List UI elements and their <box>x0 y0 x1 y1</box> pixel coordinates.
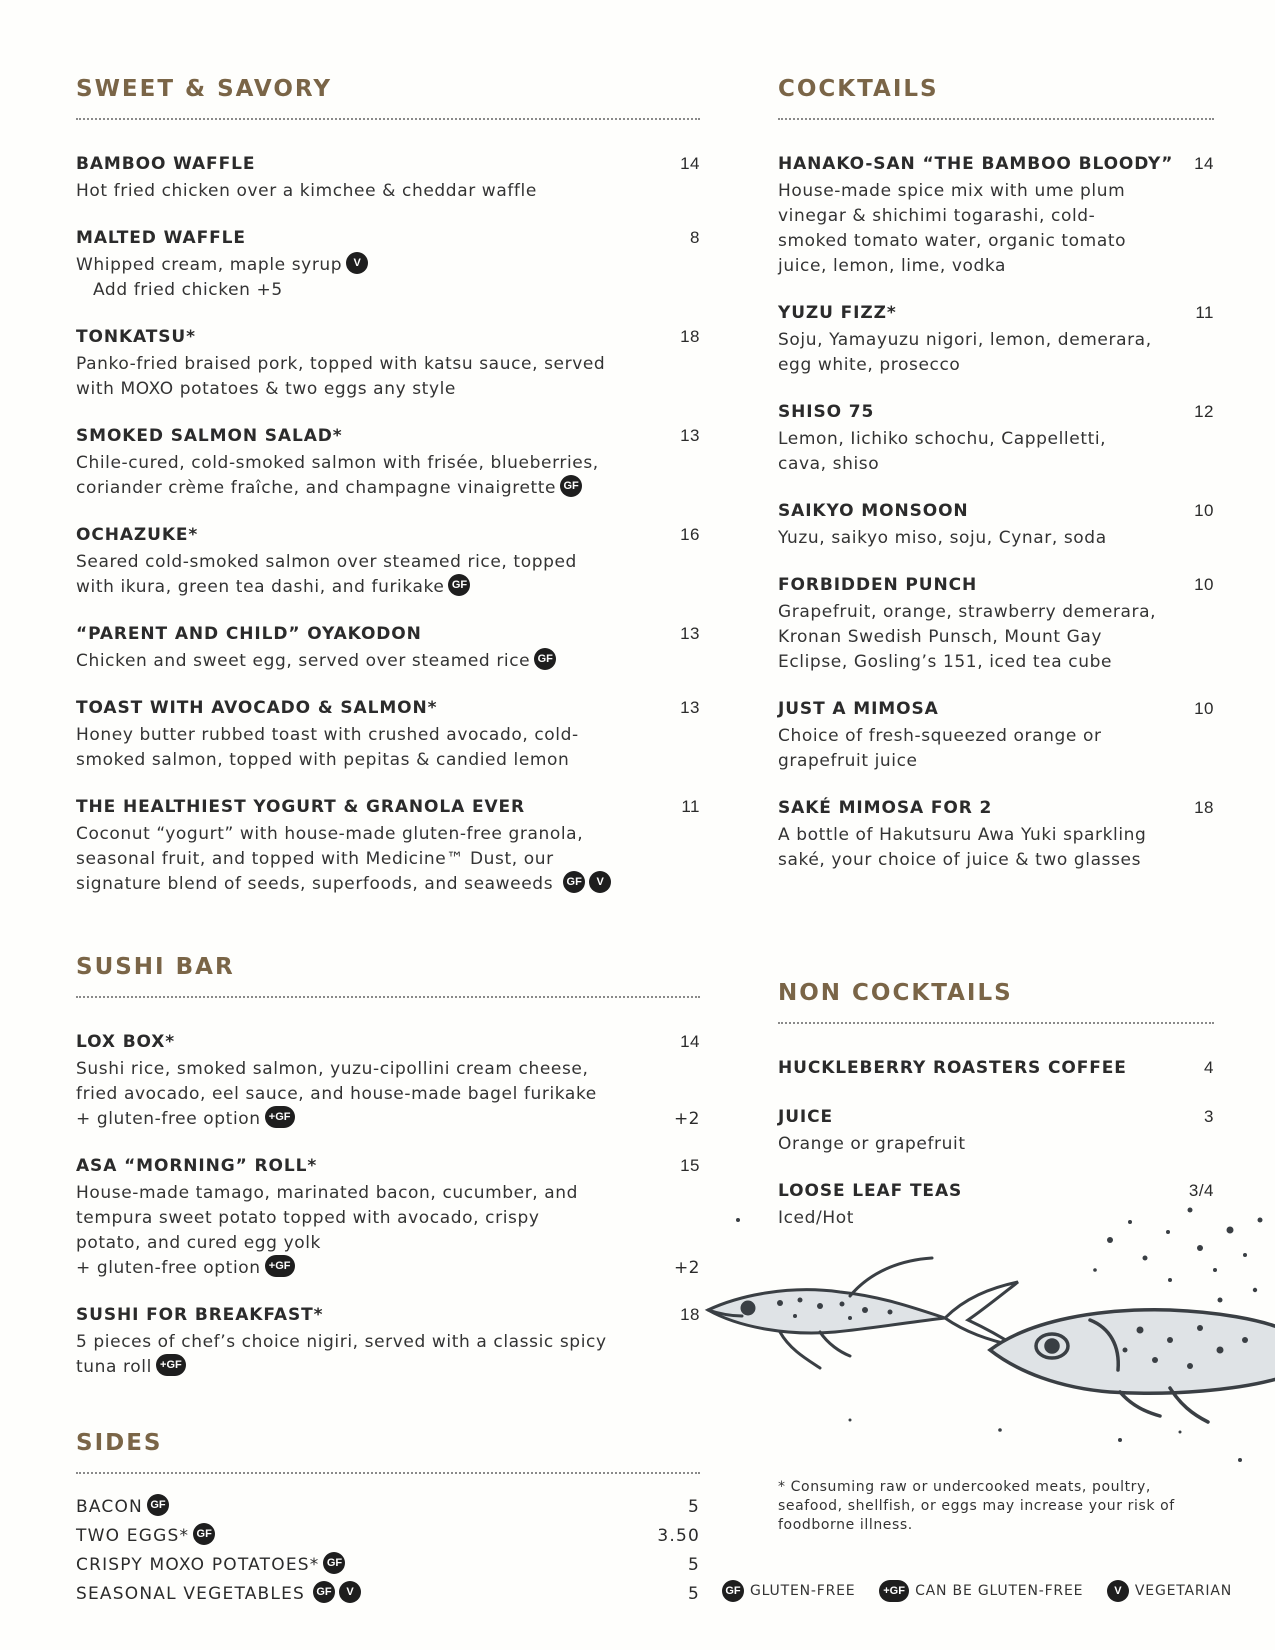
item-description: Soju, Yamayuzu nigori, lemon, demerara, <box>778 330 1152 350</box>
side-item <box>76 1492 700 1521</box>
item-name: SHISO 75 <box>778 402 875 422</box>
item-price: 16 <box>680 525 700 544</box>
menu-item <box>76 797 700 897</box>
menu-item <box>778 1107 1214 1157</box>
item-description: potato, and cured egg yolk <box>76 1233 322 1253</box>
menu-item <box>76 154 700 204</box>
legend-can-be-gluten-free <box>879 1580 1083 1602</box>
item-description: House-made tamago, marinated bacon, cucumber, and <box>76 1183 579 1203</box>
item-description: saké, your choice of juice & two glasses <box>778 850 1142 870</box>
item-description: Eclipse, Gosling’s 151, iced tea cube <box>778 652 1113 672</box>
menu-item <box>778 303 1214 378</box>
item-name: FORBIDDEN PUNCH <box>778 575 978 595</box>
section-sushi-bar <box>76 954 700 1404</box>
item-description: Choice of fresh-squeezed orange or <box>778 726 1102 746</box>
item-price: 14 <box>680 154 700 173</box>
item-description: Seared cold-smoked salmon over steamed rice, topped <box>76 552 577 572</box>
item-description: Grapefruit, orange, strawberry demerara, <box>778 602 1157 622</box>
item-name: CRISPY MOXO POTATOES* <box>76 1554 320 1575</box>
can-be-gluten-free-badge: +GF <box>265 1106 295 1128</box>
option-price: +2 <box>673 1258 700 1278</box>
dotted-divider <box>76 118 700 120</box>
item-name: YUZU FIZZ* <box>778 303 897 323</box>
item-description: with MOXO potatoes & two eggs any style <box>76 379 456 399</box>
item-name: “PARENT AND CHILD” OYAKODON <box>76 624 422 644</box>
legend-label: VEGETARIAN <box>1134 1583 1232 1599</box>
item-description: Sushi rice, smoked salmon, yuzu-cipollini cream cheese, <box>76 1059 589 1079</box>
item-price: 3 <box>1204 1107 1214 1126</box>
item-name: SAIKYO MONSOON <box>778 501 969 521</box>
dotted-divider <box>778 1022 1214 1024</box>
section-title: SIDES <box>76 1430 163 1456</box>
menu-item <box>778 575 1214 675</box>
fish-illustration <box>700 1200 1275 1500</box>
item-description: vinegar & shichimi togarashi, cold- <box>778 206 1096 226</box>
item-price: 15 <box>680 1156 700 1175</box>
gluten-free-option: + gluten-free option <box>76 1258 261 1278</box>
item-price: 10 <box>1194 699 1214 718</box>
section-sides <box>76 1430 700 1608</box>
item-name: SAKÉ MIMOSA FOR 2 <box>778 798 993 818</box>
item-description: Kronan Swedish Punsch, Mount Gay <box>778 627 1103 647</box>
vegetarian-badge: V <box>346 252 368 274</box>
item-price: 14 <box>680 1032 700 1051</box>
vegetarian-badge: V <box>339 1581 361 1603</box>
menu-item <box>76 624 700 674</box>
item-price: 14 <box>1194 154 1214 173</box>
item-name: TWO EGGS* <box>76 1525 190 1546</box>
side-item <box>76 1521 700 1550</box>
item-description: seasonal fruit, and topped with Medicine™ Dust, our <box>76 849 554 869</box>
item-description: fried avocado, eel sauce, and house-made bagel furikake <box>76 1084 597 1104</box>
item-description: coriander crème fraîche, and champagne vinaigrette <box>76 478 557 498</box>
item-name: ASA “MORNING” ROLL* <box>76 1156 318 1176</box>
menu-item <box>778 1058 1214 1083</box>
item-description: Yuzu, saikyo miso, soju, Cynar, soda <box>778 528 1107 548</box>
item-name: SEASONAL VEGETABLES <box>76 1583 305 1604</box>
badge-legend <box>722 1580 1232 1602</box>
item-name: SMOKED SALMON SALAD* <box>76 426 343 446</box>
item-name: BAMBOO WAFFLE <box>76 154 256 174</box>
legend-label: CAN BE GLUTEN-FREE <box>915 1583 1084 1599</box>
item-description: Honey butter rubbed toast with crushed avocado, cold- <box>76 725 579 745</box>
item-price: 10 <box>1194 575 1214 594</box>
gluten-free-badge: GF <box>563 871 585 893</box>
item-price: 13 <box>680 426 700 445</box>
item-description: signature blend of seeds, superfoods, and seaweeds <box>76 874 554 894</box>
section-title: SUSHI BAR <box>76 954 235 980</box>
item-name: TOAST WITH AVOCADO & SALMON* <box>76 698 438 718</box>
item-name: SUSHI FOR BREAKFAST* <box>76 1305 324 1325</box>
vegetarian-badge: V <box>589 871 611 893</box>
gluten-free-badge: GF <box>560 475 582 497</box>
item-name: TONKATSU* <box>76 327 196 347</box>
fish-right-icon <box>990 1310 1275 1422</box>
item-description: 5 pieces of chef’s choice nigiri, served with a classic spicy <box>76 1332 607 1352</box>
section-title: SWEET & SAVORY <box>76 76 332 102</box>
item-name: BACON <box>76 1496 143 1517</box>
item-name: JUST A MIMOSA <box>778 699 939 719</box>
item-description: A bottle of Hakutsuru Awa Yuki sparkling <box>778 825 1147 845</box>
item-description: Chicken and sweet egg, served over steamed rice <box>76 651 531 671</box>
item-description: Coconut “yogurt” with house-made gluten-free granola, <box>76 824 584 844</box>
menu-item <box>76 1156 700 1281</box>
menu-item <box>778 501 1214 551</box>
fish-left-icon <box>708 1258 1018 1368</box>
dotted-divider <box>778 118 1214 120</box>
can-be-gluten-free-badge: +GF <box>265 1255 295 1277</box>
item-description: Iced/Hot <box>778 1208 854 1228</box>
item-description: House-made spice mix with ume plum <box>778 181 1126 201</box>
menu-item <box>778 154 1214 279</box>
gluten-free-badge: GF <box>722 1580 744 1602</box>
menu-item <box>778 798 1214 873</box>
item-price: 5 <box>687 1583 700 1604</box>
side-item <box>76 1550 700 1579</box>
item-price: 4 <box>1204 1058 1214 1077</box>
item-price: 3/4 <box>1188 1181 1214 1200</box>
dotted-divider <box>76 996 700 998</box>
vegetarian-badge: V <box>1107 1580 1129 1602</box>
item-description: juice, lemon, lime, vodka <box>778 256 1007 276</box>
legend-vegetarian <box>1107 1580 1232 1602</box>
dotted-divider <box>76 1472 700 1474</box>
legend-label: GLUTEN-FREE <box>750 1583 856 1599</box>
menu-item <box>76 525 700 600</box>
item-description: Orange or grapefruit <box>778 1134 966 1154</box>
menu-item <box>76 327 700 402</box>
section-title: COCKTAILS <box>778 76 939 102</box>
item-name: LOOSE LEAF TEAS <box>778 1181 963 1201</box>
item-description: Whipped cream, maple syrup <box>76 255 343 275</box>
allergen-footnote: * Consuming raw or undercooked meats, poultry, seafood, shellfish, or eggs may increase your risk of foodborne illness. <box>778 1478 1218 1535</box>
item-price: 18 <box>680 1305 700 1324</box>
item-description: Lemon, Iichiko schochu, Cappelletti, <box>778 429 1107 449</box>
item-price: 5 <box>687 1554 700 1575</box>
item-name: HUCKLEBERRY ROASTERS COFFEE <box>778 1058 1127 1078</box>
gluten-free-badge: GF <box>147 1494 169 1516</box>
gluten-free-badge: GF <box>534 648 556 670</box>
menu-item <box>76 1305 700 1380</box>
item-description: tuna roll <box>76 1357 152 1377</box>
option-price: +2 <box>673 1109 700 1129</box>
can-be-gluten-free-badge: +GF <box>156 1354 186 1376</box>
item-name: LOX BOX* <box>76 1032 176 1052</box>
item-description: smoked salmon, topped with pepitas & candied lemon <box>76 750 570 770</box>
item-price: 11 <box>1195 303 1214 322</box>
item-price: 18 <box>1194 798 1214 817</box>
item-name: OCHAZUKE* <box>76 525 199 545</box>
gluten-free-option: + gluten-free option <box>76 1109 261 1129</box>
item-price: 3.50 <box>657 1525 700 1546</box>
item-name: HANAKO-SAN “THE BAMBOO BLOODY” <box>778 154 1174 174</box>
item-price: 13 <box>680 698 700 717</box>
item-description: egg white, prosecco <box>778 355 961 375</box>
section-cocktails <box>778 76 1214 897</box>
item-description: cava, shiso <box>778 454 880 474</box>
item-price: 5 <box>687 1496 700 1517</box>
item-price: 12 <box>1194 402 1214 421</box>
gluten-free-badge: GF <box>313 1581 335 1603</box>
gluten-free-badge: GF <box>193 1523 215 1545</box>
item-price: 8 <box>690 228 700 247</box>
item-description: Panko-fried braised pork, topped with katsu sauce, served <box>76 354 606 374</box>
item-description: with ikura, green tea dashi, and furikake <box>76 577 445 597</box>
item-name: JUICE <box>778 1107 834 1127</box>
item-price: 10 <box>1194 501 1214 520</box>
item-description: Hot fried chicken over a kimchee & cheddar waffle <box>76 181 537 201</box>
item-description: grapefruit juice <box>778 751 918 771</box>
gluten-free-badge: GF <box>448 574 470 596</box>
side-item <box>76 1579 700 1608</box>
menu-item <box>778 699 1214 774</box>
gluten-free-badge: GF <box>323 1552 345 1574</box>
item-name: MALTED WAFFLE <box>76 228 246 248</box>
item-addon: Add fried chicken +5 <box>93 280 283 300</box>
item-name: THE HEALTHIEST YOGURT & GRANOLA EVER <box>76 797 526 817</box>
menu-item <box>76 228 700 303</box>
item-description: Chile-cured, cold-smoked salmon with frisée, blueberries, <box>76 453 599 473</box>
section-title: NON COCKTAILS <box>778 980 1013 1006</box>
item-price: 18 <box>680 327 700 346</box>
menu-item <box>76 698 700 773</box>
menu-item <box>76 426 700 501</box>
item-price: 11 <box>681 797 700 816</box>
item-description: tempura sweet potato topped with avocado, crispy <box>76 1208 540 1228</box>
menu-item <box>76 1032 700 1132</box>
legend-gluten-free <box>722 1580 855 1602</box>
item-price: 13 <box>680 624 700 643</box>
item-description: smoked tomato water, organic tomato <box>778 231 1127 251</box>
menu-item <box>778 402 1214 477</box>
section-sweet-savory <box>76 76 700 921</box>
can-be-gluten-free-badge: +GF <box>879 1580 909 1602</box>
